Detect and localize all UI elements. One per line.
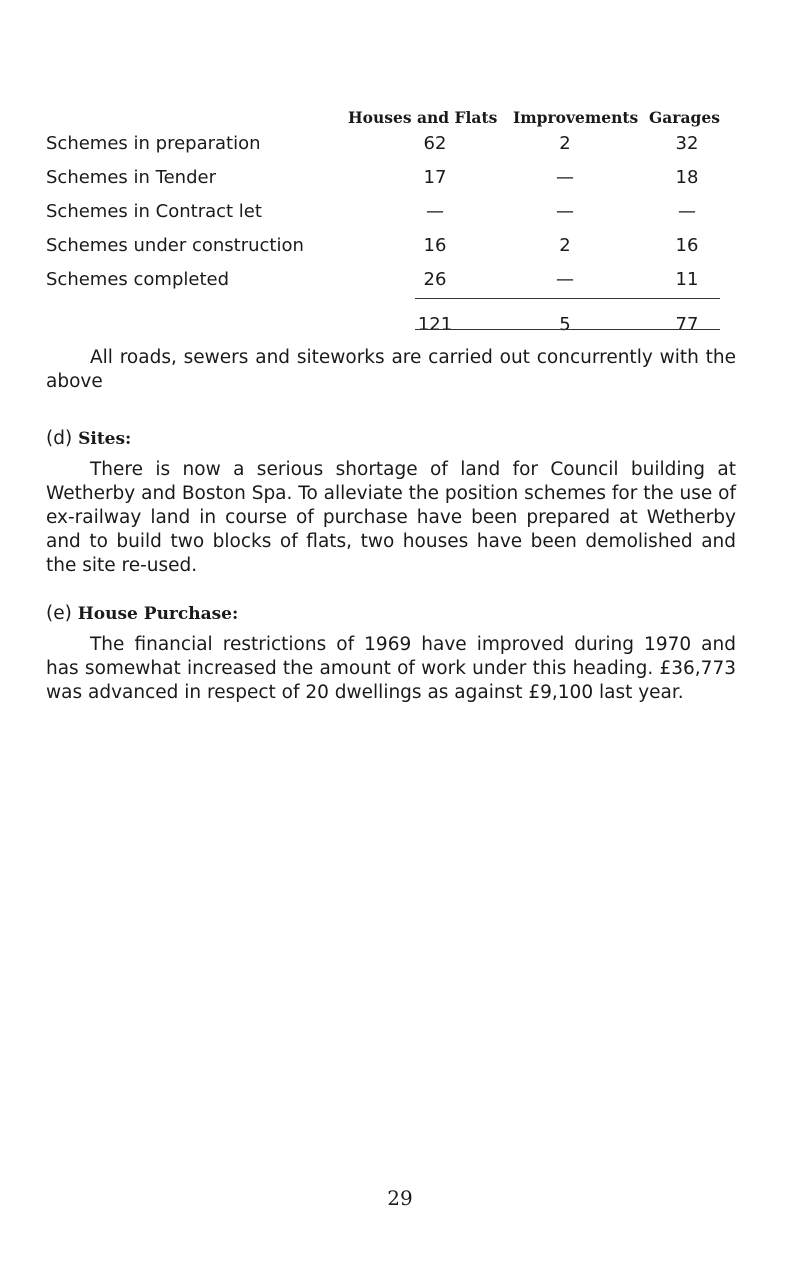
table-row xyxy=(0,201,800,235)
table-row xyxy=(0,167,800,201)
table-row xyxy=(0,133,800,167)
improvements-value: 2 xyxy=(559,235,571,256)
rule-garages-top xyxy=(595,298,720,299)
rule-houses-top xyxy=(415,298,485,299)
garages-value: 16 xyxy=(675,235,699,256)
garages-total: 77 xyxy=(675,314,699,335)
houses-value: 62 xyxy=(423,133,447,154)
houses-total: 121 xyxy=(417,314,453,335)
siteworks-note: All roads, sewers and siteworks are carried out concurrently with the above xyxy=(46,347,736,392)
improvements-value: — xyxy=(556,201,574,222)
rule-houses-bottom xyxy=(415,329,485,330)
garages-value: 18 xyxy=(675,167,699,188)
section-heading-sites xyxy=(46,428,131,449)
rule-improvements-bottom xyxy=(485,329,595,330)
houses-value: 26 xyxy=(423,269,447,290)
garages-value: 11 xyxy=(675,269,699,290)
rule-garages-bottom xyxy=(595,329,720,330)
row-label: Schemes in Tender xyxy=(46,167,216,188)
houses-value: — xyxy=(426,201,444,222)
sites-paragraph: There is now a serious shortage of land for Council building at Wetherby and Boston Spa. To alleviate the position schemes for the use of ex-railway land in course of purchase have been prepared at Wetherby and to build two blocks of flats, two houses have been demolished and the site re-used. xyxy=(46,459,736,576)
header-houses-and-flats: Houses and Flats xyxy=(348,108,498,127)
improvements-value: — xyxy=(556,167,574,188)
garages-value: — xyxy=(678,201,696,222)
rule-improvements-top xyxy=(485,298,595,299)
houses-value: 17 xyxy=(423,167,447,188)
improvements-value: 2 xyxy=(559,133,571,154)
header-garages: Garages xyxy=(649,108,720,127)
improvements-total: 5 xyxy=(559,314,571,335)
section-title: Sites: xyxy=(78,429,132,449)
section-title: House Purchase: xyxy=(77,604,239,624)
houses-value: 16 xyxy=(423,235,447,256)
table-row xyxy=(0,235,800,269)
improvements-value: — xyxy=(556,269,574,290)
row-label: Schemes under construction xyxy=(46,235,304,256)
page-number: 29 xyxy=(387,1186,413,1210)
row-label: Schemes in preparation xyxy=(46,133,261,154)
section-marker: (d) xyxy=(46,428,73,449)
header-improvements: Improvements xyxy=(513,108,639,127)
row-label: Schemes in Contract let xyxy=(46,201,262,222)
house-purchase-paragraph: The financial restrictions of 1969 have improved during 1970 and has somewhat increased the amount of work under this heading. £36,773 was advanced in respect of 20 dwellings as against £9,100 last year. xyxy=(46,634,736,703)
section-marker: (e) xyxy=(46,603,72,624)
totals-row xyxy=(0,314,800,348)
section-heading-house-purchase xyxy=(46,603,238,624)
garages-value: 32 xyxy=(675,133,699,154)
row-label: Schemes completed xyxy=(46,269,230,290)
